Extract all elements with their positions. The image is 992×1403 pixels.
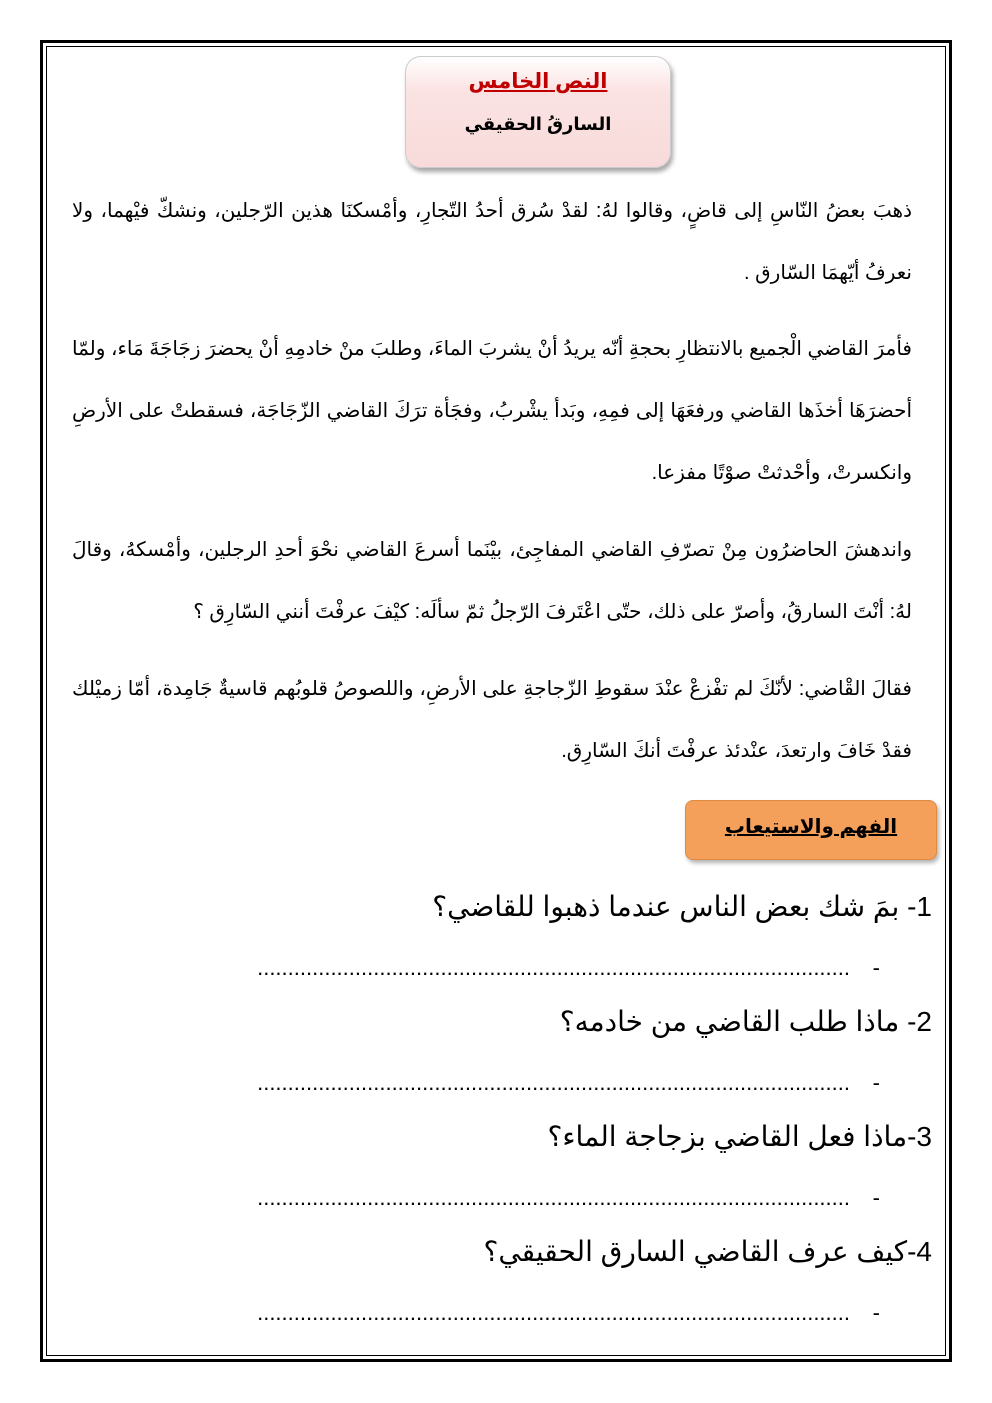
answer-dash: - (872, 1300, 880, 1325)
answer-line[interactable]: -................................................................................................. (257, 1070, 880, 1095)
paragraph: فأمرَ القاضي الْجميع بالانتظارِ بحجةِ أنّه يريدُ أنْ يشربَ الماءَ، وطلبَ منْ خادمِهِ أنْ يحضرَ زجَاجَةَ مَاء، ولمّا أحضرَهَا أخذَها القاضي ورفعَهَا إلى فمِهِ، وبَدأ يشْربُ، وفجَأة ترَكَ القاضي الزّجَاجَة، فسقطتْ على الأرضِ وانكسرتْ، وأحْدثتْ صوْتًا مفزعا. (72, 338, 912, 484)
title-box (405, 56, 671, 168)
answer-line[interactable]: -................................................................................................. (257, 1300, 880, 1325)
lesson-number: النص الخامس (468, 70, 608, 93)
answer-dash: - (872, 955, 880, 980)
paragraph: فقالَ القْاضي: لأنّكَ لم تفْزعْ عنْدَ سقوطِ الزّجاجةِ على الأرضِ، واللصوصُ قلوبُهم قاسيةٌ جَامِدة، أمّا زميْلك فقدْ خَافَ وارتعدَ، عنْدئذ عرفْتَ أنكَ السّارِق. (72, 678, 912, 762)
question: 3-ماذا فعل القاضي بزجاجة الماء؟ (547, 1121, 932, 1152)
paragraph: ذهبَ بعضُ النّاسِ إلى قاضٍ، وقالوا لهُ: لقدْ سُرق أحدُ التّجارِ، وأمْسكنَا هذين الرّجلين، ونشكّ فيْهما، ولا نعرفُ أيّهمَا السّارق . (72, 200, 912, 284)
lesson-title: السارقُ الحقيقي (464, 114, 612, 134)
answer-line[interactable]: -................................................................................................. (257, 1185, 880, 1210)
answer-line[interactable]: -................................................................................................. (257, 955, 880, 980)
section-heading: الفهم والاستيعاب (724, 816, 898, 838)
question: 2- ماذا طلب القاضي من خادمه؟ (559, 1006, 932, 1037)
answer-dash: - (872, 1070, 880, 1095)
question: 1- بمَ شك بعض الناس عندما ذهبوا للقاضي؟ (432, 891, 932, 922)
section-heading-box (685, 800, 937, 860)
question: 4-كيف عرف القاضي السارق الحقيقي؟ (483, 1236, 932, 1267)
answer-dash: - (872, 1185, 880, 1210)
paragraph: واندهشَ الحاضرُون مِنْ تصرّفِ القاضي المفاجِئ، بيْنَما أسرعَ القاضي نحْوَ أحدِ الرجلين، وأمْسكهُ، وقالَ لهُ: أنْتَ السارقُ، وأصرّ على ذلك، حتّى اعْتَرفَ الرّجلُ ثمّ سألَه: كيْفَ عرفْتَ أنني السّارِق ؟ (72, 539, 912, 623)
